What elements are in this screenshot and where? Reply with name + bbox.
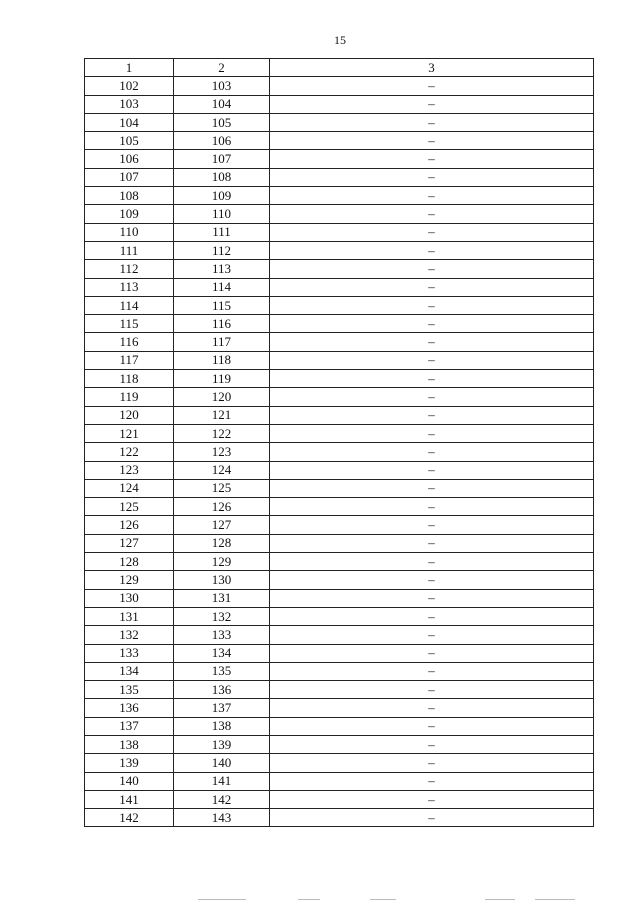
table-cell-col-2: 135 [174, 662, 270, 680]
table-cell-col-1: 104 [85, 113, 174, 131]
table-row [85, 223, 594, 241]
table-cell-col-2: 116 [174, 315, 270, 333]
table-cell-col-2: 108 [174, 168, 270, 186]
table-cell-col-3: – [270, 241, 594, 259]
table-row [85, 113, 594, 131]
table-row [85, 388, 594, 406]
table-cell-col-2: 131 [174, 589, 270, 607]
table-cell-col-1: 113 [85, 278, 174, 296]
table-cell-col-3: – [270, 351, 594, 369]
table-cell-col-2: 125 [174, 479, 270, 497]
table-row [85, 241, 594, 259]
table-cell-col-3: – [270, 735, 594, 753]
table-row [85, 589, 594, 607]
table-cell-col-3: – [270, 315, 594, 333]
table-cell-col-1: 116 [85, 333, 174, 351]
table-cell-col-3: – [270, 479, 594, 497]
table-cell-col-3: – [270, 553, 594, 571]
table-row [85, 553, 594, 571]
table-cell-col-1: 140 [85, 772, 174, 790]
table-cell-col-3: – [270, 388, 594, 406]
table-row [85, 168, 594, 186]
table-row [85, 662, 594, 680]
table-cell-col-3: – [270, 772, 594, 790]
table-cell-col-1: 142 [85, 809, 174, 827]
table-cell-col-3: – [270, 296, 594, 314]
table-cell-col-3: – [270, 809, 594, 827]
table-cell-col-1: 110 [85, 223, 174, 241]
table-cell-col-3: – [270, 534, 594, 552]
table-cell-col-1: 137 [85, 717, 174, 735]
table-cell-col-3: – [270, 77, 594, 95]
table-cell-col-1: 121 [85, 424, 174, 442]
table-row [85, 187, 594, 205]
table-row [85, 278, 594, 296]
table-cell-col-1: 125 [85, 498, 174, 516]
table-cell-col-2: 138 [174, 717, 270, 735]
table-cell-col-2: 140 [174, 754, 270, 772]
table-row [85, 77, 594, 95]
table-cell-col-1: 131 [85, 607, 174, 625]
table-cell-col-3: – [270, 589, 594, 607]
table-row [85, 132, 594, 150]
table-cell-col-2: 142 [174, 790, 270, 808]
table-cell-col-2: 115 [174, 296, 270, 314]
table-cell-col-2: 109 [174, 187, 270, 205]
table-cell-col-1: 139 [85, 754, 174, 772]
table-cell-col-3: – [270, 187, 594, 205]
table-cell-col-3: – [270, 132, 594, 150]
table-cell-col-3: – [270, 95, 594, 113]
column-header-1: 1 [85, 59, 174, 77]
table-cell-col-3: – [270, 278, 594, 296]
table-row [85, 424, 594, 442]
table-cell-col-3: – [270, 150, 594, 168]
table-cell-col-3: – [270, 406, 594, 424]
table-row [85, 333, 594, 351]
table-cell-col-3: – [270, 644, 594, 662]
table-row [85, 809, 594, 827]
column-header-2: 2 [174, 59, 270, 77]
table-cell-col-1: 128 [85, 553, 174, 571]
table-cell-col-2: 124 [174, 461, 270, 479]
table-cell-col-3: – [270, 113, 594, 131]
table-cell-col-3: – [270, 260, 594, 278]
table-cell-col-2: 104 [174, 95, 270, 113]
table-cell-col-1: 118 [85, 370, 174, 388]
table-cell-col-2: 117 [174, 333, 270, 351]
table-row [85, 351, 594, 369]
table-cell-col-2: 118 [174, 351, 270, 369]
table-row [85, 735, 594, 753]
table-cell-col-3: – [270, 571, 594, 589]
table-cell-col-2: 112 [174, 241, 270, 259]
table-row [85, 205, 594, 223]
table-cell-col-2: 127 [174, 516, 270, 534]
table-cell-col-2: 129 [174, 553, 270, 571]
table-cell-col-3: – [270, 168, 594, 186]
table-row [85, 95, 594, 113]
table-cell-col-1: 115 [85, 315, 174, 333]
table-cell-col-1: 103 [85, 95, 174, 113]
table-cell-col-2: 113 [174, 260, 270, 278]
table-cell-col-3: – [270, 681, 594, 699]
table-cell-col-1: 127 [85, 534, 174, 552]
table-body [85, 77, 594, 827]
table-cell-col-2: 123 [174, 443, 270, 461]
table-cell-col-1: 124 [85, 479, 174, 497]
table-cell-col-2: 133 [174, 626, 270, 644]
table-cell-col-1: 136 [85, 699, 174, 717]
table-cell-col-2: 136 [174, 681, 270, 699]
table-cell-col-1: 133 [85, 644, 174, 662]
table-cell-col-1: 106 [85, 150, 174, 168]
table-cell-col-2: 143 [174, 809, 270, 827]
table-row [85, 315, 594, 333]
table-row [85, 644, 594, 662]
table-cell-col-3: – [270, 607, 594, 625]
table-row [85, 790, 594, 808]
table-cell-col-2: 120 [174, 388, 270, 406]
table-cell-col-2: 141 [174, 772, 270, 790]
table-row [85, 370, 594, 388]
table-cell-col-2: 122 [174, 424, 270, 442]
table-cell-col-2: 132 [174, 607, 270, 625]
table-row [85, 406, 594, 424]
table-cell-col-3: – [270, 626, 594, 644]
table-row [85, 607, 594, 625]
table-cell-col-1: 117 [85, 351, 174, 369]
table-cell-col-3: – [270, 461, 594, 479]
table-row [85, 516, 594, 534]
table-cell-col-3: – [270, 498, 594, 516]
table-cell-col-3: – [270, 424, 594, 442]
table-row [85, 571, 594, 589]
page-number: 15 [334, 33, 346, 47]
table-cell-col-3: – [270, 699, 594, 717]
table-cell-col-1: 102 [85, 77, 174, 95]
table-cell-col-3: – [270, 754, 594, 772]
table-cell-col-2: 134 [174, 644, 270, 662]
table-cell-col-3: – [270, 662, 594, 680]
table-cell-col-3: – [270, 370, 594, 388]
table-row [85, 150, 594, 168]
table-cell-col-2: 106 [174, 132, 270, 150]
table-cell-col-1: 130 [85, 589, 174, 607]
table-row [85, 498, 594, 516]
data-table [84, 58, 594, 827]
table-cell-col-1: 114 [85, 296, 174, 314]
table-cell-col-1: 109 [85, 205, 174, 223]
table-cell-col-1: 107 [85, 168, 174, 186]
table-row [85, 461, 594, 479]
column-header-3: 3 [270, 59, 594, 77]
table-row [85, 443, 594, 461]
table-row [85, 296, 594, 314]
table-cell-col-1: 134 [85, 662, 174, 680]
footer-scan-marks [180, 899, 600, 902]
table-cell-col-2: 130 [174, 571, 270, 589]
table-cell-col-1: 108 [85, 187, 174, 205]
table-cell-col-1: 112 [85, 260, 174, 278]
table-cell-col-2: 103 [174, 77, 270, 95]
table-cell-col-1: 126 [85, 516, 174, 534]
table-cell-col-2: 107 [174, 150, 270, 168]
table-cell-col-3: – [270, 516, 594, 534]
table-cell-col-1: 135 [85, 681, 174, 699]
table-row [85, 681, 594, 699]
table-cell-col-2: 137 [174, 699, 270, 717]
table-row [85, 626, 594, 644]
table-cell-col-1: 119 [85, 388, 174, 406]
table-row [85, 260, 594, 278]
table-cell-col-1: 138 [85, 735, 174, 753]
table-cell-col-1: 123 [85, 461, 174, 479]
table-row [85, 754, 594, 772]
table-cell-col-1: 122 [85, 443, 174, 461]
table-header-row [85, 59, 594, 77]
table-cell-col-1: 129 [85, 571, 174, 589]
table-cell-col-2: 128 [174, 534, 270, 552]
table-cell-col-1: 105 [85, 132, 174, 150]
table-cell-col-2: 126 [174, 498, 270, 516]
table-cell-col-3: – [270, 333, 594, 351]
table-row [85, 534, 594, 552]
table-cell-col-2: 111 [174, 223, 270, 241]
table-cell-col-1: 132 [85, 626, 174, 644]
table-cell-col-2: 110 [174, 205, 270, 223]
table-row [85, 699, 594, 717]
table-cell-col-3: – [270, 205, 594, 223]
table-cell-col-2: 105 [174, 113, 270, 131]
table-cell-col-2: 139 [174, 735, 270, 753]
table-cell-col-2: 114 [174, 278, 270, 296]
table-row [85, 717, 594, 735]
table-cell-col-1: 111 [85, 241, 174, 259]
table-cell-col-3: – [270, 443, 594, 461]
table-row [85, 479, 594, 497]
table-cell-col-3: – [270, 790, 594, 808]
table-cell-col-2: 119 [174, 370, 270, 388]
table-cell-col-3: – [270, 223, 594, 241]
table-cell-col-2: 121 [174, 406, 270, 424]
table-cell-col-3: – [270, 717, 594, 735]
table-cell-col-1: 141 [85, 790, 174, 808]
table-row [85, 772, 594, 790]
table-cell-col-1: 120 [85, 406, 174, 424]
